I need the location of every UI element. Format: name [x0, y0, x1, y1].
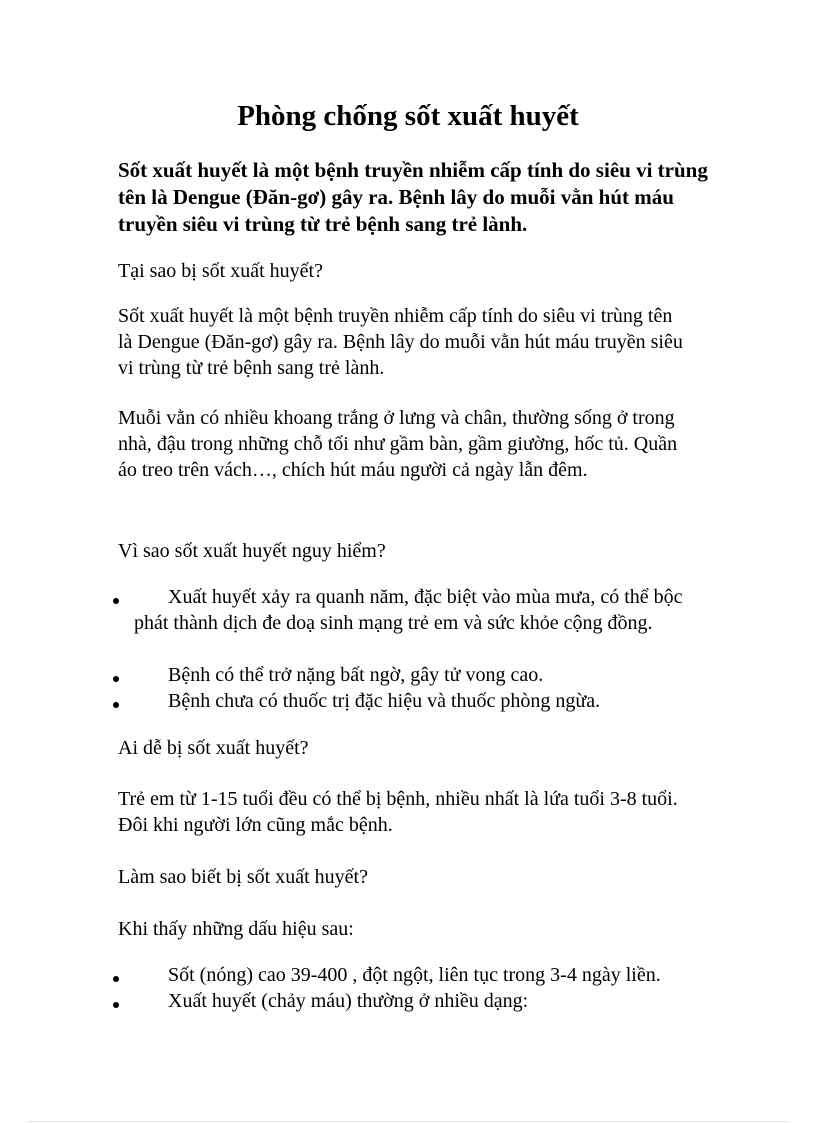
- paragraph-definition: Sốt xuất huyết là một bệnh truyền nhiễm cấp tính do siêu vi trùng tên là Dengue (Đăn-gơ) gây ra. Bệnh lây do muỗi vằn hút máu truyền siêu vi trùng từ trẻ bệnh sang trẻ lành.: [118, 305, 683, 379]
- section-heading-signs: Làm sao biết bị sốt xuất huyết?: [118, 866, 368, 888]
- list-item: Bệnh chưa có thuốc trị đặc hiệu và thuốc phòng ngừa.: [168, 690, 601, 712]
- bullet-icon: [113, 1002, 119, 1008]
- bullet-icon: [113, 702, 119, 708]
- bullet-icon: [113, 976, 119, 982]
- bullet-icon: [113, 676, 119, 682]
- list-item: Xuất huyết (chảy máu) thường ở nhiều dạng:: [168, 990, 529, 1012]
- page-title: Phòng chống sốt xuất huyết: [237, 100, 579, 132]
- section-heading-who: Ai dễ bị sốt xuất huyết?: [118, 737, 309, 759]
- intro-paragraph: Sốt xuất huyết là một bệnh truyền nhiễm cấp tính do siêu vi trùng tên là Dengue (Đăn-gơ) gây ra. Bệnh lây do muỗi vằn hút máu truyền siêu vi trùng từ trẻ bệnh sang trẻ lành.: [118, 158, 708, 236]
- paragraph-who: Trẻ em từ 1-15 tuổi đều có thể bị bệnh, nhiều nhất là lứa tuổi 3-8 tuổi. Đôi khi người lớn cũng mắc bệnh.: [118, 788, 678, 836]
- list-item: Bệnh có thể trở nặng bất ngờ, gây tử vong cao.: [168, 664, 544, 686]
- list-item: Xuất huyết xảy ra quanh năm, đặc biệt vào mùa mưa, có thể bộc phát thành dịch đe doạ sinh mạng trẻ em và sức khỏe cộng đồng.: [134, 586, 683, 634]
- paragraph-signs-intro: Khi thấy những dấu hiệu sau:: [118, 918, 354, 940]
- paragraph-mosquito: Muỗi vằn có nhiều khoang trắng ở lưng và chân, thường sống ở trong nhà, đậu trong những chỗ tối như gầm bàn, gầm giường, hốc tủ. Quần áo treo trên vách…, chích hút máu người cả ngày lẫn đêm.: [118, 407, 678, 481]
- bullet-icon: [113, 598, 119, 604]
- section-heading-danger: Vì sao sốt xuất huyết nguy hiểm?: [118, 540, 386, 562]
- section-heading-why: Tại sao bị sốt xuất huyết?: [118, 260, 323, 282]
- page-bottom-divider: [28, 1121, 788, 1122]
- list-item: Sốt (nóng) cao 39-400 , đột ngột, liên tục trong 3-4 ngày liền.: [168, 964, 661, 986]
